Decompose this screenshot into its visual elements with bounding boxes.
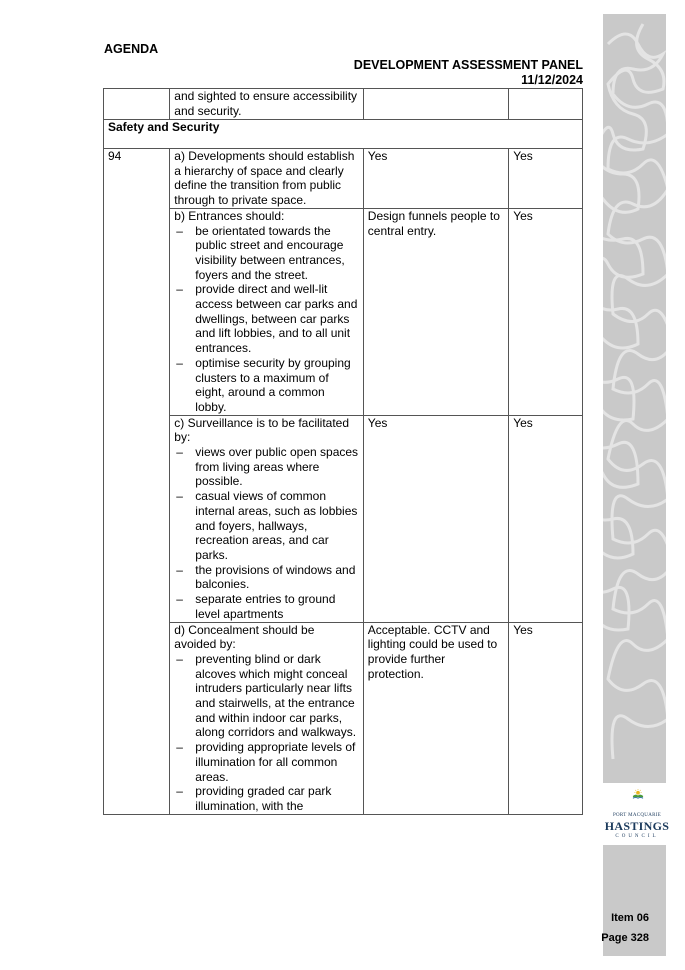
comment-cell: Acceptable. CCTV and lighting could be used to provide further protection.: [363, 622, 508, 814]
table-cell: [104, 89, 170, 120]
table-row: [104, 149, 583, 209]
meeting-date: 11/12/2024: [521, 73, 583, 87]
complies-cell: Yes: [509, 415, 583, 622]
list-item-text: be orientated towards the public street and encourage visibility between entrances, foyers and the street.: [195, 223, 345, 282]
dash-glyph: –: [176, 651, 183, 666]
complies-cell: Yes: [509, 622, 583, 814]
table-row: [104, 89, 583, 120]
dash-glyph: –: [176, 489, 183, 504]
table-cell: [509, 89, 583, 120]
table-row: [104, 622, 583, 814]
assessment-table: [103, 88, 583, 815]
list-item-text: casual views of common internal areas, such as lobbies and foyers, hallways, recreation areas, and car parks.: [195, 489, 358, 562]
list-item-text: the provisions of windows and balconies.: [195, 562, 356, 592]
requirement-cell: [170, 622, 364, 814]
dash-glyph: –: [176, 784, 183, 799]
requirement-intro: d) Concealment should be avoided by:: [174, 622, 315, 652]
dash-glyph: –: [176, 355, 183, 370]
panel-title: DEVELOPMENT ASSESSMENT PANEL: [353, 58, 583, 72]
dash-glyph: –: [176, 445, 183, 460]
table-row: [104, 208, 583, 415]
list-item: [174, 592, 359, 621]
list-item-text: preventing blind or dark alcoves which might conceal intruders particularly near lifts and stairwells, at the entrance and within indoor car parks, along corridors and walkways.: [195, 651, 357, 740]
logo-text-council: COUNCIL: [615, 834, 659, 839]
complies-cell: Yes: [509, 149, 583, 209]
requirement-cell: [170, 415, 364, 622]
panel-heading: [354, 58, 583, 88]
logo-text-port-macquarie: PORT MACQUARIE: [612, 813, 662, 818]
list-item: [174, 356, 359, 415]
comment-cell: Design funnels people to central entry.: [363, 208, 508, 415]
table-cell: and sighted to ensure accessibility and security.: [170, 89, 364, 120]
dash-glyph: –: [176, 223, 183, 238]
item-number: Item 06: [611, 912, 649, 924]
council-logo: [603, 783, 671, 845]
list-item: [174, 282, 359, 356]
dash-glyph: –: [176, 282, 183, 297]
requirement-cell: [170, 208, 364, 415]
list-item-text: providing graded car park illumination, with the: [195, 784, 332, 813]
page-number: Page 328: [601, 932, 649, 944]
comment-cell: Yes: [363, 415, 508, 622]
list-item-text: separate entries to ground level apartments: [195, 592, 336, 621]
comment-cell: Yes: [363, 149, 508, 209]
list-item: [174, 784, 359, 813]
section-row: [104, 120, 583, 149]
list-item: [174, 224, 359, 283]
complies-cell: Yes: [509, 208, 583, 415]
list-item: [174, 445, 359, 489]
logo-text-hastings: HASTINGS: [604, 819, 670, 833]
list-item-text: providing appropriate levels of illumination for all common areas.: [195, 740, 356, 784]
list-item-text: views over public open spaces from living areas where possible.: [195, 445, 359, 489]
sun-wave-icon: [627, 789, 649, 801]
table-cell: [363, 89, 508, 120]
dash-glyph: –: [176, 592, 183, 607]
section-heading: Safety and Security: [104, 120, 583, 149]
list-item: [174, 489, 359, 563]
dash-glyph: –: [176, 740, 183, 755]
list-item: [174, 563, 359, 592]
requirement-text: a) Developments should establish a hierarchy of space and clearly define the transition from public through to private space.: [170, 149, 364, 209]
list-item-text: optimise security by grouping clusters to a maximum of eight, around a common lobby.: [195, 355, 351, 414]
clause-number: 94: [104, 149, 170, 815]
agenda-heading: AGENDA: [104, 42, 159, 56]
table-row: [104, 415, 583, 622]
requirement-intro: c) Surveillance is to be facilitated by:: [174, 415, 350, 445]
list-item: [174, 652, 359, 740]
list-item-text: provide direct and well-lit access between car parks and dwellings, between car parks and lift lobbies, and to all unit entrances.: [195, 282, 358, 356]
dash-glyph: –: [176, 562, 183, 577]
list-item: [174, 740, 359, 784]
requirement-intro: b) Entrances should:: [174, 208, 285, 223]
